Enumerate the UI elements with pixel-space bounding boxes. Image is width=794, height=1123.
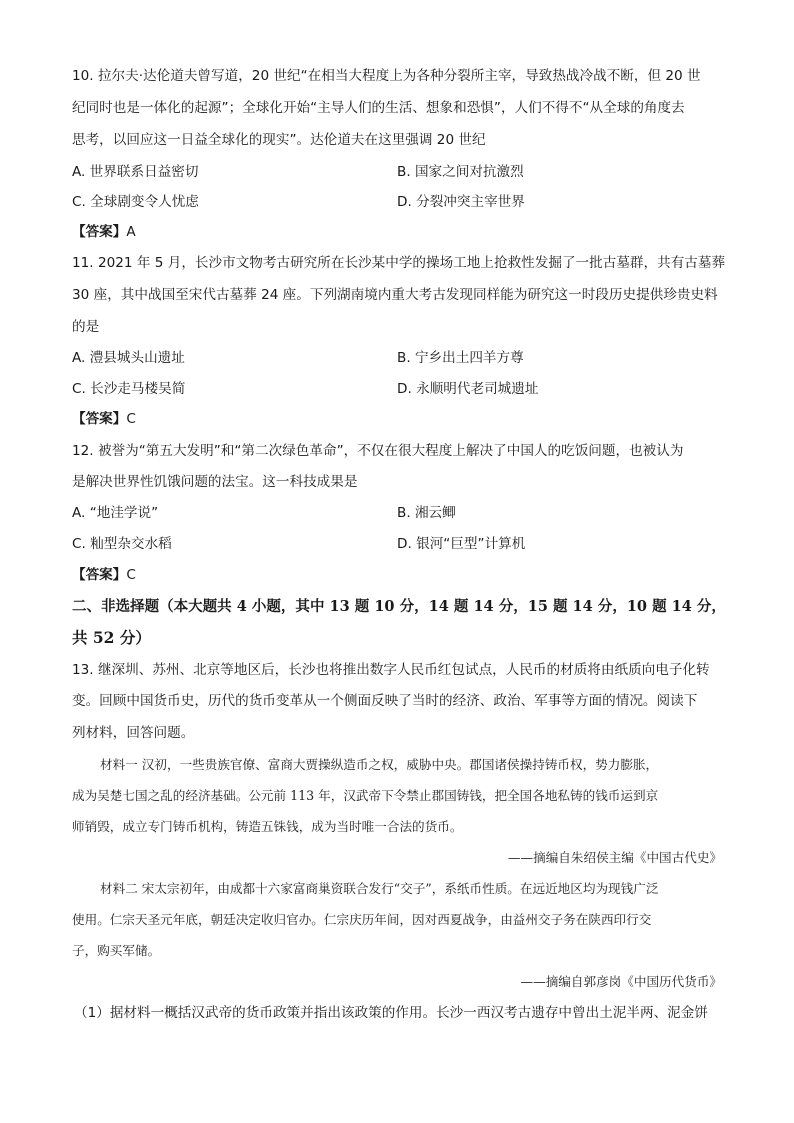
material-1-line-2: 成为吴楚七国之乱的经济基础。公元前 113 年，汉武帝下令禁止郡国铸钱，把全国各地私铸的钱币运到京 (72, 788, 659, 803)
material-2-source: ——摘编自郭彦岗《中国历代货币》 (520, 974, 722, 989)
q10-stem-line-2: 纪同时也是一体化的起源”；全球化开始“主导人们的生活、想象和恐惧”，人们不得不“从全球的角度去 (72, 100, 685, 116)
q13-stem-line-3: 列材料，回答问题。 (72, 725, 195, 741)
q12-answer (72, 565, 136, 585)
q11-stem-line-2: 30 座，其中战国至宋代古墓葬 24 座。下列湖南境内重大考古发现同样能为研究这一时段历史提供珍贵史料 (72, 287, 718, 303)
q10-option-a: A. 世界联系日益密切 (72, 164, 199, 180)
answer-value: A (126, 224, 136, 240)
q10-stem-line-1: 10. 拉尔夫·达伦道夫曾写道，20 世纪“在相当大程度上为各种分裂所主宰，导致热战冷战不断，但 20 世 (72, 68, 701, 84)
q13-subquestion-1: （1）据材料一概括汉武帝的货币政策并指出该政策的作用。长沙一西汉考古遗存中曾出土泥半两、泥金饼 (74, 1005, 708, 1021)
q12-stem-line-1: 12. 被誉为“第五大发明”和“第二次绿色革命”，不仅在很大程度上解决了中国人的吃饭问题，也被认为 (72, 443, 684, 459)
q11-option-a: A. 澧县城头山遗址 (72, 350, 185, 366)
answer-value: C (126, 567, 136, 583)
material-2-line-1: 材料二 宋太宗初年，由成都十六家富商巢资联合发行“交子”，系纸币性质。在远近地区均为现钱广泛 (100, 881, 659, 896)
material-1-source: ——摘编自朱绍侯主编《中国古代史》 (507, 850, 722, 865)
answer-label: 【答案】 (72, 567, 127, 583)
q11-option-d: D. 永顺明代老司城遗址 (397, 381, 539, 397)
material-1-line-1: 材料一 汉初，一些贵族官僚、富商大贾操纵造币之权，威胁中央。郡国诸侯操持铸币权，势力膨胀， (100, 757, 659, 772)
q10-option-c: C. 全球剧变令人忧虑 (72, 194, 199, 210)
material-2-line-2: 使用。仁宗天圣元年底，朝廷决定收归官办。仁宗庆历年间，因对西夏战争，由益州交子务在陕西印行交 (72, 912, 652, 927)
q11-stem-line-3: 的是 (72, 319, 100, 335)
q10-stem-line-3: 思考，以回应这一日益全球化的现实”。达伦道夫在这里强调 20 世纪 (72, 132, 486, 148)
material-2-line-3: 子，购买军储。 (72, 943, 161, 958)
q10-option-d: D. 分裂冲突主宰世界 (397, 194, 525, 210)
q13-stem-line-1: 13. 继深圳、苏州、北京等地区后，长沙也将推出数字人民币红包试点，人民币的材质将由纸质向电子化转 (72, 662, 710, 678)
q11-answer (72, 409, 136, 429)
q10-answer (72, 222, 136, 242)
material-1-line-3: 师销毁，成立专门铸币机构，铸造五铢钱，成为当时唯一合法的货币。 (72, 819, 463, 834)
q12-option-a: A. “地洼学说” (72, 505, 159, 521)
answer-label: 【答案】 (72, 411, 127, 427)
q12-option-c: C. 籼型杂交水稻 (72, 536, 172, 552)
q12-stem-line-2: 是解决世界性饥饿问题的法宝。这一科技成果是 (72, 474, 358, 490)
q12-option-b: B. 湘云鲫 (397, 505, 456, 521)
q11-stem-line-1: 11. 2021 年 5 月，长沙市文物考古研究所在长沙某中学的操场工地上抢救性发掘了一批古墓群，共有古墓葬 (72, 255, 726, 271)
section-heading-line-1: 二、非选择题（本大题共 4 小题，其中 13 题 10 分，14 题 14 分，15 题 14 分，10 题 14 分， (72, 598, 726, 615)
section-heading-line-2: 共 52 分） (72, 628, 151, 647)
q12-option-d: D. 银河“巨型”计算机 (397, 536, 526, 552)
q11-option-c: C. 长沙走马楼吴简 (72, 381, 186, 397)
answer-label: 【答案】 (72, 224, 127, 240)
q11-option-b: B. 宁乡出土四羊方尊 (397, 350, 524, 366)
answer-value: C (126, 411, 136, 427)
q10-option-b: B. 国家之间对抗激烈 (397, 164, 524, 180)
q13-stem-line-2: 变。回顾中国货币史，历代的货币变革从一个侧面反映了当时的经济、政治、军事等方面的情况。阅读下 (72, 693, 698, 709)
